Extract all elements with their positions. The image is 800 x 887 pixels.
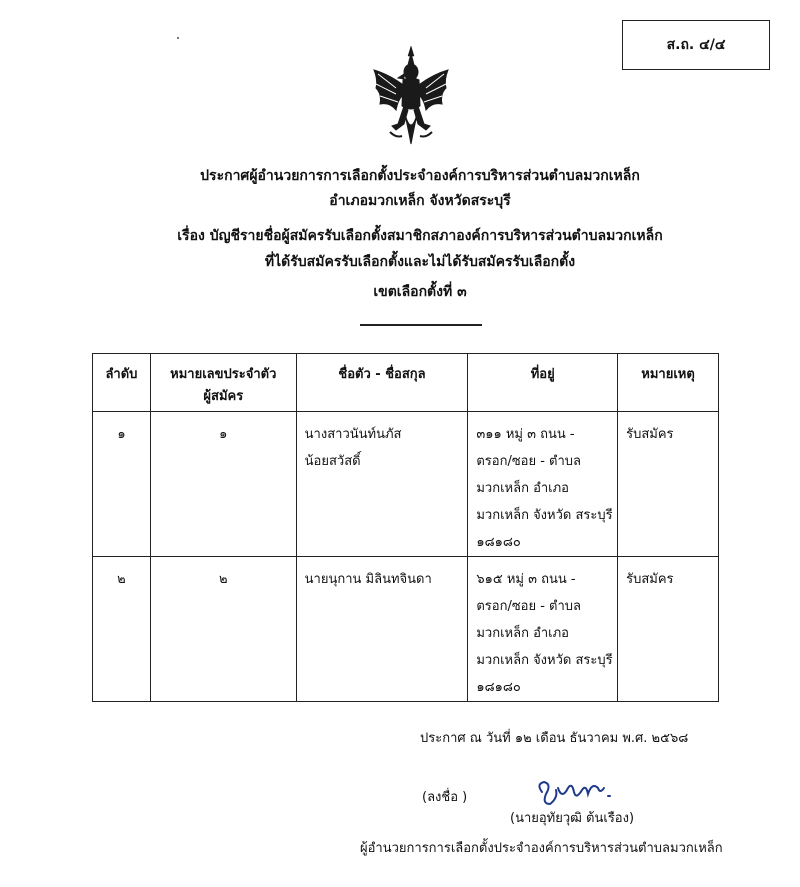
divider: [360, 324, 482, 326]
header-id-line2: ผู้สมัคร: [203, 389, 244, 404]
row-candidate-number: ๒: [219, 572, 228, 587]
signer-name: (นายอุทัยวุฒิ ต้นเรือง): [510, 811, 635, 826]
row-candidate-number: ๑: [219, 427, 228, 442]
address-line: ตรอก/ซอย - ตำบล: [476, 599, 581, 614]
signature-label: (ลงชื่อ ): [422, 790, 468, 805]
address-line: ๑๘๑๘๐: [476, 535, 521, 550]
table-header-row: [93, 354, 719, 412]
address-line: ๓๑๑ หมู่ ๓ ถนน -: [476, 427, 575, 442]
row-address: [468, 557, 617, 701]
header-address: ที่อยู่: [468, 354, 618, 412]
table-row: [93, 557, 719, 702]
table-row: [93, 412, 719, 557]
row-note: รับสมัคร: [626, 427, 674, 442]
subject-continuation: ที่ได้รับสมัครรับเลือกตั้งและไม่ได้รับสมัครรับเลือกตั้ง: [264, 254, 576, 270]
address-line: ๖๑๕ หมู่ ๓ ถนน -: [476, 572, 576, 587]
row-name-line2: น้อยสวัสดิ์: [304, 454, 361, 469]
address-line: ๑๘๑๘๐: [476, 680, 521, 695]
header-order: ลำดับ: [93, 354, 151, 412]
row-name-line1: นายนุกาน มิลินทจินดา: [304, 572, 432, 587]
constituency-line: เขตเลือกตั้งที่ ๓: [373, 284, 467, 300]
header-candidate-number: [150, 354, 296, 412]
scan-dot: [177, 37, 179, 39]
announcement-title: ประกาศผู้อำนวยการการเลือกตั้งประจำองค์การบริหารส่วนตำบลมวกเหล็ก: [200, 168, 640, 184]
signer-title: ผู้อำนวยการการเลือกตั้งประจำองค์การบริหารส่วนตำบลมวกเหล็ก: [360, 841, 723, 856]
address-line: มวกเหล็ก จังหวัด สระบุรี: [476, 508, 613, 523]
subject-line: เรื่อง บัญชีรายชื่อผู้สมัครรับเลือกตั้งสมาชิกสภาองค์การบริหารส่วนตำบลมวกเหล็ก: [177, 228, 663, 244]
row-name: [297, 412, 468, 475]
row-address: [468, 412, 617, 556]
address-line: มวกเหล็ก อำเภอ: [476, 481, 569, 496]
address-line: มวกเหล็ก อำเภอ: [476, 626, 569, 641]
header-name: ชื่อตัว - ชื่อสกุล: [296, 354, 468, 412]
address-line: ตรอก/ซอย - ตำบล: [476, 454, 581, 469]
announcement-date: ประกาศ ณ วันที่ ๑๒ เดือน ธันวาคม พ.ศ. ๒๕๖๘: [420, 731, 689, 746]
candidate-table: [92, 353, 719, 702]
row-name-line1: นางสาวนันท์นภัส: [304, 427, 402, 442]
header-id-line1: หมายเลขประจำตัว: [170, 367, 277, 382]
address-line: มวกเหล็ก จังหวัด สระบุรี: [476, 653, 613, 668]
district-line: อำเภอมวกเหล็ก จังหวัดสระบุรี: [329, 193, 511, 209]
row-note: รับสมัคร: [626, 572, 674, 587]
garuda-emblem-icon: [368, 44, 454, 150]
row-name: [297, 557, 468, 593]
row-order: ๒: [117, 572, 126, 587]
form-code-box: ส.ถ. ๔/๔: [622, 20, 770, 70]
row-order: ๑: [117, 427, 126, 442]
header-note: หมายเหตุ: [618, 354, 719, 412]
